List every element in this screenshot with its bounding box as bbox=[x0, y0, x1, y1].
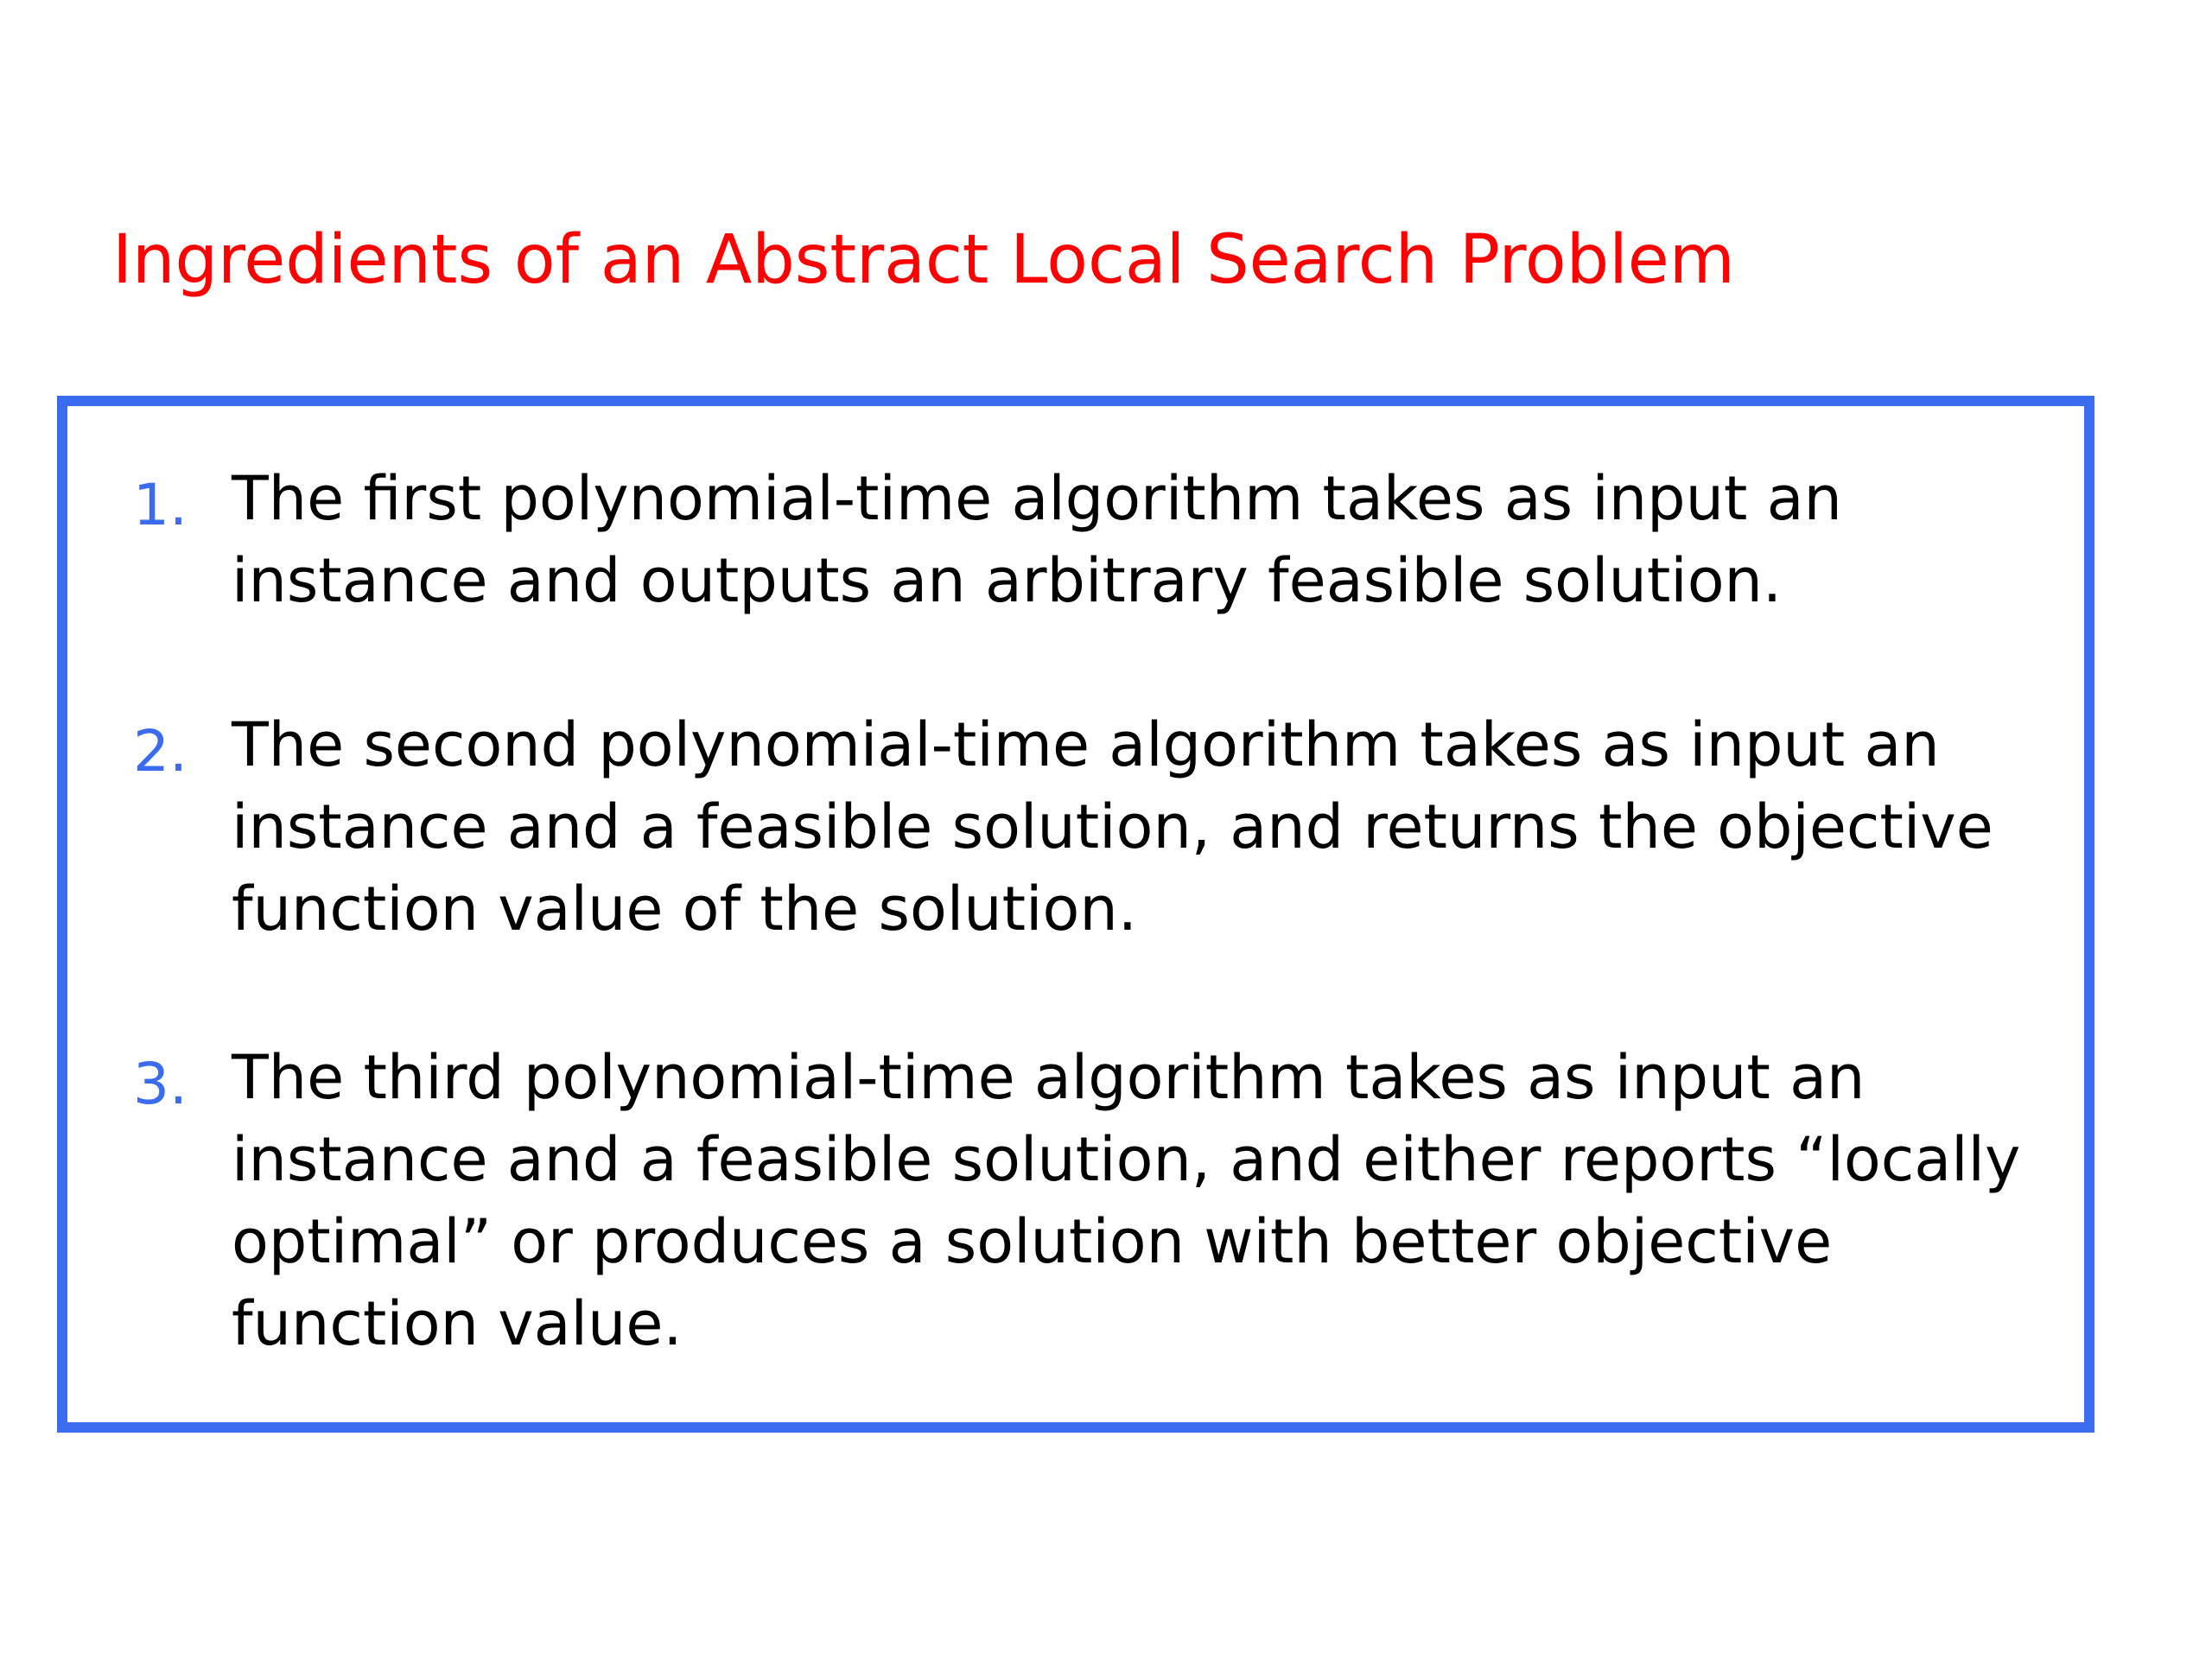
slide-title: Ingredients of an Abstract Local Search Problem bbox=[112, 221, 1735, 299]
item-text: The second polynomial-time algorithm takes as input an instance and a feasible solution, and returns the objective function value of the solution. bbox=[232, 709, 1993, 944]
item-text: The third polynomial-time algorithm takes as input an instance and a feasible solution, and either reports “locally optimal” or produces a solution with better objective function value. bbox=[232, 1042, 2021, 1359]
item-number: 1. bbox=[133, 472, 188, 538]
item-text: The first polynomial-time algorithm takes as input an instance and outputs an arbitrary feasible solution. bbox=[232, 463, 1842, 616]
item-number: 3. bbox=[133, 1051, 188, 1117]
item-number: 2. bbox=[133, 718, 188, 785]
content-box bbox=[57, 396, 2094, 1433]
